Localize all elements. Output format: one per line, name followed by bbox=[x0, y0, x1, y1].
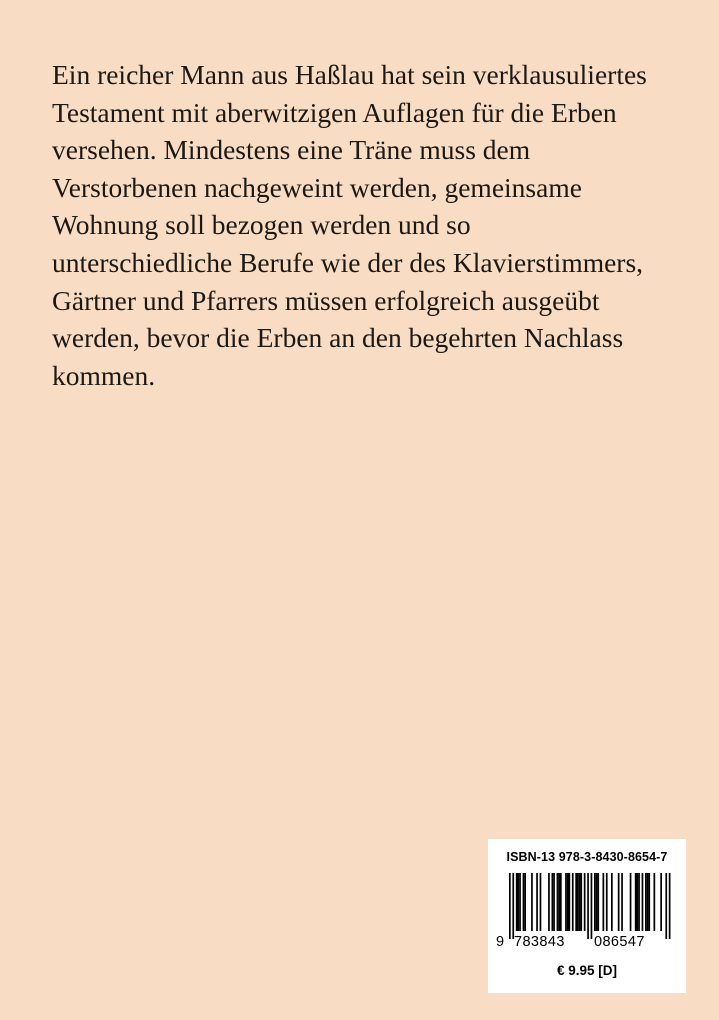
barcode-bar bbox=[523, 873, 525, 931]
price-label: € 9.95 [D] bbox=[556, 963, 618, 978]
barcode-bar bbox=[596, 873, 598, 931]
blurb-line: versehen. Mindestens eine Träne muss dem bbox=[52, 134, 531, 166]
barcode-bar bbox=[654, 873, 656, 931]
barcode-bar bbox=[635, 873, 637, 931]
barcode-digits-left: 783843 bbox=[514, 934, 565, 950]
barcode-bar bbox=[567, 873, 569, 931]
barcode-bar bbox=[642, 873, 644, 931]
barcode-bar bbox=[603, 873, 605, 931]
barcode-bar bbox=[577, 873, 579, 931]
blurb-line: Ein reicher Mann aus Haßlau hat sein verklausuliertes bbox=[52, 59, 647, 90]
barcode-bar bbox=[519, 873, 521, 931]
barcode-bar bbox=[606, 873, 608, 931]
barcode-bar bbox=[594, 873, 596, 931]
barcode-bar bbox=[531, 873, 533, 931]
barcode-guard-bar bbox=[587, 873, 589, 939]
barcode-bar bbox=[560, 873, 562, 931]
blurb-text bbox=[52, 56, 692, 394]
barcode-bar bbox=[611, 873, 613, 931]
barcode-digit-first: 9 bbox=[496, 934, 505, 950]
barcode-guard-bar bbox=[665, 873, 667, 939]
blurb-line: Wohnung soll bezogen werden und so bbox=[52, 209, 471, 241]
isbn-label: ISBN-13 978-3-8430-8654-7 bbox=[506, 850, 668, 864]
barcode-bar bbox=[557, 873, 559, 931]
barcode-bar bbox=[575, 873, 577, 931]
barcode-bar bbox=[516, 873, 518, 931]
barcode-guard-bar bbox=[509, 873, 511, 939]
barcode-bar bbox=[660, 873, 662, 931]
barcode-guard-bar bbox=[669, 873, 671, 939]
barcode-bar bbox=[645, 873, 647, 931]
barcode-bar bbox=[648, 873, 650, 931]
barcode-bar bbox=[536, 873, 538, 931]
barcode-bar bbox=[630, 873, 632, 931]
barcode-digits-right: 086547 bbox=[594, 934, 645, 950]
barcode-bar bbox=[540, 873, 542, 931]
barcode-bar bbox=[553, 873, 555, 931]
barcode-bar bbox=[558, 873, 560, 931]
barcode-bar bbox=[618, 873, 620, 931]
barcode-guard-bar bbox=[512, 873, 514, 939]
barcode-bar bbox=[580, 873, 582, 931]
blurb-line: unterschiedliche Berufe wie der des Klavierstimmers, bbox=[52, 246, 644, 278]
barcode-bar bbox=[572, 873, 574, 931]
blurb-line: Gärtner und Pfarrers müssen erfolgreich ausgeübt bbox=[52, 284, 600, 316]
barcode-bar bbox=[548, 873, 550, 931]
barcode-bar bbox=[552, 873, 554, 931]
blurb-line: werden, bevor die Erben an den begehrten Nachlass bbox=[52, 322, 624, 354]
barcode-box bbox=[488, 839, 686, 993]
barcode-bar bbox=[647, 873, 649, 931]
barcode-guard-bar bbox=[591, 873, 593, 939]
barcode-graphic bbox=[488, 873, 686, 941]
blurb-line: kommen. bbox=[52, 359, 156, 391]
barcode-bar bbox=[569, 873, 571, 931]
blurb-line: Testament mit aberwitzigen Auflagen für die Erben bbox=[52, 96, 617, 128]
barcode-bar bbox=[518, 873, 520, 931]
blurb-line: Verstorbenen nachgeweint werden, gemeinsame bbox=[52, 171, 582, 203]
barcode-bar bbox=[597, 873, 599, 931]
barcode-digits bbox=[488, 934, 686, 954]
barcode-bar bbox=[638, 873, 640, 931]
barcode-bar bbox=[524, 873, 526, 931]
barcode-bar bbox=[579, 873, 581, 931]
barcode-bar bbox=[637, 873, 639, 931]
barcode-bar bbox=[621, 873, 623, 931]
barcode-bar bbox=[565, 873, 567, 931]
barcode-bar bbox=[584, 873, 586, 931]
